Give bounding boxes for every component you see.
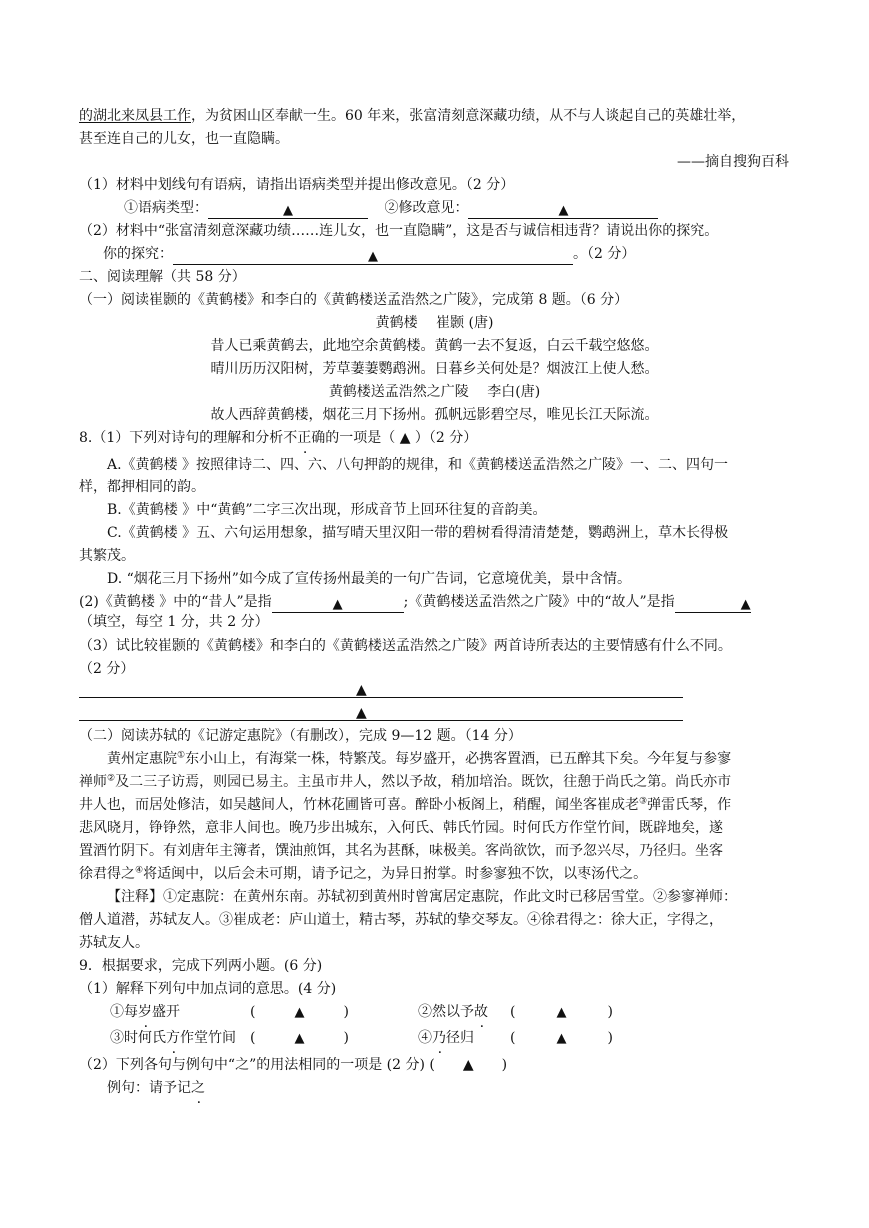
paren-right: )	[607, 1004, 613, 1020]
q9-example-dotted: 之	[191, 1080, 205, 1096]
q1-a-label: ①语病类型：	[124, 200, 208, 216]
poem2-line-1: 故人西辞黄鹤楼，烟花三月下扬州。孤帆远影碧空尽，唯见长江天际流。	[210, 407, 659, 423]
q8-sub2-note: （填空，每空 1 分，共 2 分）	[79, 614, 269, 630]
q8-sub2	[79, 592, 751, 613]
poem2-title: 黄鹤楼送孟浩然之广陵 李白(唐)	[328, 384, 541, 400]
triangle-mark-icon: ▲	[368, 249, 378, 264]
paren-left: (	[250, 1030, 256, 1046]
q9-item-3	[110, 1028, 236, 1048]
q9-item-4-a: ④	[418, 1030, 432, 1046]
q8-sub2-blank-1[interactable]	[272, 596, 404, 613]
q8-sub2-a: (2)《黄鹤楼 》中的“昔人”是指	[79, 594, 272, 610]
triangle-mark-icon: ▲	[556, 1031, 567, 1046]
passage-line-6	[79, 864, 647, 884]
q2-score: 。（2 分）	[573, 246, 636, 262]
q2-blank[interactable]	[173, 248, 573, 265]
q9-item-4-b: 径归	[446, 1030, 474, 1046]
paren-right: )	[343, 1004, 349, 1020]
q8-stem	[79, 428, 477, 448]
part1-title: （一）阅读崔颢的《黄鹤楼》和李白的《黄鹤楼送孟浩然之广陵》，完成第 8 题。（6 分）	[79, 292, 629, 308]
q9-item-4-answer[interactable]	[510, 1028, 613, 1049]
underlined-sentence: 的湖北来凤县工作	[79, 108, 191, 124]
footnote-marker: ②	[107, 773, 116, 784]
triangle-mark-icon: ▲	[356, 705, 367, 721]
q8-sub3-1: （3）试比较崔颢的《黄鹤楼》和李白的《黄鹤楼送孟浩然之广陵》两首诗所表达的主要情感有什么不同。	[79, 638, 732, 654]
q8-option-c-2: 其繁茂。	[79, 548, 135, 564]
passage-3b: 弹雷氏琴，作	[647, 797, 732, 813]
q9-example	[107, 1078, 205, 1098]
paren-left: (	[510, 1004, 516, 1020]
footnote-marker: ①	[177, 750, 186, 761]
footnote-marker: ③	[639, 796, 648, 807]
triangle-mark-icon: ▲	[294, 1031, 305, 1046]
q9-example-a: 例句：请予记	[107, 1080, 191, 1096]
q9-item-3-dotted: 方	[166, 1030, 180, 1046]
q1-stem: （1）材料中划线句有语病，请指出语病类型并提出修改意见。（2 分）	[79, 177, 515, 193]
intro-source: ——摘自搜狗百科	[677, 154, 789, 170]
triangle-mark-icon: ▲	[332, 597, 343, 612]
q9-item-1-a: ①每	[110, 1004, 138, 1020]
intro-line-1-rest: ，为贫困山区奉献一生。60 年来，张富清刻意深藏功绩，从不与人谈起自己的英雄壮举，	[191, 108, 746, 124]
q9-sub1: （1）解释下列句中加点词的意思。(4 分)	[79, 981, 337, 997]
passage-6b: 将适闽中，以后会未可期，请予记之，为异日拊掌。时参寥独不饮，以枣汤代之。	[143, 866, 648, 882]
q8-stem-dotted: 正	[297, 430, 312, 446]
paren-right: )	[343, 1030, 349, 1046]
poem1-title: 黄鹤楼 崔颢 (唐)	[375, 315, 494, 331]
paren-left: (	[250, 1004, 256, 1020]
q1-b-label: ②修改意见：	[384, 200, 469, 216]
q1-answer-line	[124, 198, 658, 219]
passage-3a: 井人也，而居处修洁，如吴越间人，竹林花圃皆可喜。醉卧小板阁上，稍醒，闻坐客崔成老	[79, 797, 639, 813]
triangle-mark-icon: ▲	[740, 597, 751, 612]
q9-item-1-b: 盛开	[152, 1004, 180, 1020]
q9-item-1	[110, 1002, 180, 1022]
passage-line-1	[107, 749, 731, 769]
triangle-mark-icon: ▲	[294, 1005, 305, 1020]
q8-stem-a: 8.（1）下列对诗句的理解和分析不	[79, 430, 298, 446]
q9-item-4	[418, 1028, 474, 1048]
q8-option-a-1: A.《黄鹤楼 》按照律诗二、四、六、八句押韵的规律，和《黄鹤楼送孟浩然之广陵》一、二、四句一	[107, 457, 729, 473]
passage-line-2	[79, 772, 731, 792]
note-line-3: 苏轼友人。	[79, 935, 149, 951]
q9-stem: 9．根据要求，完成下列两小题。(6 分)	[79, 958, 323, 974]
passage-line-5: 置酒竹阴下。有刘唐年主簿者，馔油煎饵，其名为甚酥，味极美。客尚欲饮，而予忽兴尽，乃径归。坐客	[79, 843, 723, 859]
triangle-mark-icon: ▲	[356, 682, 367, 698]
q8-stem-b: 确的一项是（ ▲ ）（2 分）	[311, 430, 478, 446]
q9-item-3-answer[interactable]	[250, 1028, 349, 1049]
q9-sub2: （2）下列各句与例句中“之”的用法相同的一项是 (2 分) ( ▲ )	[79, 1057, 508, 1073]
q8-option-d: D. “烟花三月下扬州”如今成了宣传扬州最美的一句广告词，它意境优美，景中含情。	[107, 571, 631, 587]
passage-1b: 东小山上，有海棠一株，特繁茂。每岁盛开，必携客置酒，已五醉其下矣。今年复与参寥	[185, 751, 732, 767]
q8-sub2-blank-2[interactable]	[675, 596, 751, 613]
q9-item-2-dotted: 故	[474, 1004, 488, 1020]
q9-item-1-dotted: 岁	[138, 1004, 152, 1020]
triangle-mark-icon: ▲	[283, 203, 293, 218]
poem1-line-1: 昔人已乘黄鹤去，此地空余黄鹤楼。黄鹤一去不复返，白云千载空悠悠。	[210, 338, 659, 354]
passage-line-4: 悲风晓月，铮铮然，意非人间也。晚乃步出城东，入何氏、韩氏竹园。时何氏方作堂竹间，既辟地矣，遂	[79, 820, 723, 836]
passage-1a: 黄州定惠院	[107, 751, 177, 767]
q8-sub2-b: ;《黄鹤楼送孟浩然之广陵》中的“故人”是指	[403, 594, 675, 610]
q8-sub3-2: （2 分）	[79, 661, 135, 677]
q9-item-3-b: 作堂竹间	[180, 1030, 236, 1046]
q8-option-c-1: C.《黄鹤楼 》五、六句运用想象，描写晴天里汉阳一带的碧树看得清清楚楚，鹦鹉洲上，草木长得极	[107, 525, 729, 541]
part2-title: （二）阅读苏轼的《记游定惠院》（有删改），完成 9—12 题。（14 分）	[79, 728, 522, 744]
q2-answer-line	[103, 244, 635, 265]
footnote-marker: ④	[135, 865, 144, 876]
passage-line-3	[79, 795, 731, 815]
passage-2a: 禅师	[79, 774, 107, 790]
intro-line-2: 甚至连自己的儿女，也一直隐瞒。	[79, 131, 289, 147]
q2-stem: （2）材料中“张富清刻意深藏功绩……连儿女，也一直隐瞒”，这是否与诚信相违背？请说出你的探究。	[79, 223, 719, 239]
paren-right: )	[607, 1030, 613, 1046]
q9-item-2-answer[interactable]	[510, 1002, 613, 1023]
q9-item-1-answer[interactable]	[250, 1002, 349, 1023]
poem1-line-2: 晴川历历汉阳树，芳草萋萋鹦鹉洲。日暮乡关何处是？烟波江上使人愁。	[210, 361, 659, 377]
q1-a-blank[interactable]	[208, 202, 368, 219]
q1-b-blank[interactable]	[468, 202, 658, 219]
q2-label: 你的探究：	[103, 246, 173, 262]
q9-item-4-dotted: 乃	[432, 1030, 446, 1046]
triangle-mark-icon: ▲	[558, 203, 569, 218]
q9-item-2-a: ②然以予	[418, 1004, 474, 1020]
q9-item-2	[418, 1002, 488, 1022]
passage-6a: 徐君得之	[79, 866, 135, 882]
paren-left: (	[510, 1030, 516, 1046]
section2-title: 二、阅读理解（共 58 分）	[79, 269, 246, 285]
q9-item-3-a: ③时何氏	[110, 1030, 166, 1046]
answer-line[interactable]	[79, 720, 683, 721]
answer-line[interactable]	[79, 697, 683, 698]
passage-2b: 及二三子访焉，则园已易主。主虽市井人，然以予故，稍加培治。既饮，往憩于尚氏之第。尚氏亦市	[115, 774, 732, 790]
note-line-1: 【注释】①定惠院：在黄州东南。苏轼初到黄州时曾寓居定惠院，作此文时已移居雪堂。②参寥禅师：	[107, 889, 737, 905]
intro-line-1	[79, 106, 745, 126]
triangle-mark-icon: ▲	[556, 1005, 567, 1020]
q8-option-b: B.《黄鹤楼 》中“黄鹤”二字三次出现，形成音节上回环往复的音韵美。	[107, 502, 547, 518]
q8-option-a-2: 样，都押相同的韵。	[79, 479, 205, 495]
note-line-2: 僧人道潜，苏轼友人。③崔成老：庐山道士，精古琴，苏轼的挚交琴友。④徐君得之：徐大正，字得之，	[79, 912, 723, 928]
